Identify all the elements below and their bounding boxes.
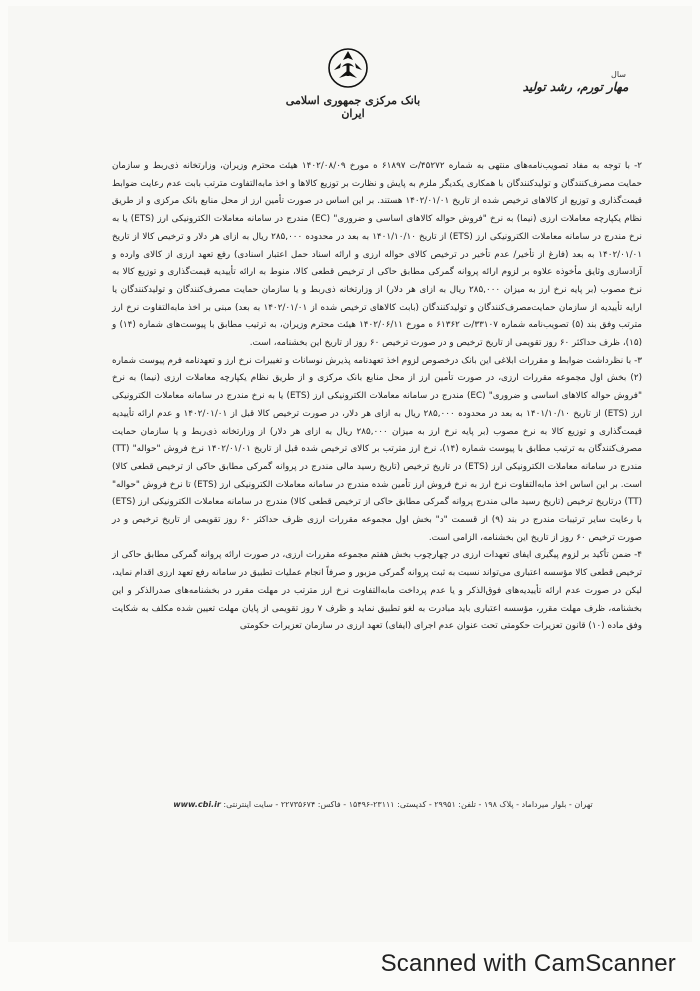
bank-name: بانک مرکزی جمهوری اسلامی ایران xyxy=(285,94,421,120)
document-body xyxy=(112,158,642,636)
footer-address xyxy=(158,800,608,809)
document-sheet xyxy=(8,6,692,942)
paragraph-4: ۴- ضمن تأکید بر لزوم پیگیری ایفای تعهدات ارزی در چهارچوب بخش هفتم مجموعه مقررات ارزی، در صورت ارائه پروانه گمرکی مطابق حاکی از ترخیص قطعی کالا مؤسسه اعتباری می‌تواند نسبت به ثبت پروانه گمرکی مزبور و صرفاً انجام عملیات تطبیق در سامانه رفع تعهد ارزی اقدام نماید، لیکن در صورت عدم ارائه تأییدیه‌های فوق‌الذکر و یا عدم پرداخت مابه‌التفاوت نرخ ارز مترتب در مهلت مقرر در بخشنامه‌های صدرالذکر و این بخشنامه، ظرف مهلت مقرر، مؤسسه اعتباری باید مبادرت به لغو تطبیق نماید و ظرف ۷ روز تقویمی از پایان مهلت تعیین شده مکلف به شکایت وفق ماده (۱۰) قانون تعزیرات حکومتی تحت عنوان عدم اجرای (ایفای) تعهد ارزی در سازمان تعزیرات حکومتی xyxy=(112,550,642,632)
footer-website: www.cbi.ir xyxy=(173,800,221,809)
paragraph-3: ۳- با نظرداشت ضوابط و مقررات ابلاغی این بانک درخصوص لزوم اخذ تعهدنامه پذیرش نوسانات و تغییرات نرخ ارز و تعهدنامه فرم پیوست شماره (۲) بخش اول مجموعه مقررات ارزی، در صورت تأمین ارز از محل منابع بانک مرکزی و از طریق نظام یکپارچه معاملات ارزی (نیما) به نرخ "فروش حواله کالاهای اساسی و ضروری" (EC) مندرج در سامانه معاملات الکترونیکی ارز (ETS) یا به نرخ مندرج در سامانه معاملات الکترونیکی ارز (ETS) از تاریخ ۱۴۰۱/۱۰/۱۰ به بعد در محدوده ۲۸۵,۰۰۰ ریال به ازای هر دلار، در صورت ترخیص کالا قبل از ۱۴۰۲/۰۱/۰۱ و عدم ارائه تأییدیه قیمت‌گذاری و توزیع کالا به نرخ مصوب (بر پایه نرخ ارز به میزان ۲۸۵,۰۰۰ ریال به ازای هر دلار) از وزارتخانه ذی‌ربط و یا سازمان حمایت مصرف‌کنندگان به ترتیب مطابق با پیوست شماره (۱۴)، نرخ ارز مترتب بر کالای ترخیص شده قبل از تاریخ ۱۴۰۲/۰۱/۰۱ نرخ فروش "حواله" (TT) مندرج در سامانه معاملات الکترونیکی ارز (ETS) در تاریخ ترخیص (تاریخ رسید مالی مندرج در پروانه گمرکی مطابق حاکی از ترخیص قطعی کالا) است. بر این اساس اخذ مابه‌التفاوت نرخ ارز به نرخ فروش ارز تأمین شده مندرج در سامانه معاملات الکترونیکی ارز (ETS) تا نرخ فروش "حواله" (TT) درتاریخ ترخیص (تاریخ رسید مالی مندرج پروانه گمرکی مطابق حاکی از ترخیص قطعی کالا) مندرج در سامانه معاملات الکترونیکی ارز (ETS) با رعایت سایر ترتیبات مندرج در بند (۹) از قسمت "د" بخش اول مجموعه مقررات ارزی ظرف حداکثر ۶۰ روز تقویمی از تاریخ ترخیص و در صورت ترخیص ۶۰ روز از تاریخ این بخشنامه، الزامی است. xyxy=(112,355,643,543)
paragraph-2: ۲- با توجه به مفاد تصویب‌نامه‌های منتهی به شماره ۴۵۲۷۲/ت ۶۱۸۹۷ ه مورخ ۱۴۰۲/۰۸/۰۹ هیئت محترم وزیران، وزارتخانه ذی‌ربط و سازمان حمایت مصرف‌کنندگان و تولیدکنندگان با همکاری یکدیگر ملزم به پایش و نظارت بر توزیع کالاها و اخذ مابه‌التفاوت مترتب بابت عدم رعایت ضوابط قیمت‌گذاری و توزیع از کالاهای ترخیص شده از تاریخ ۱۴۰۲/۰۱/۰۱ هستند. بر این اساس در صورت تأمین ارز از محل منابع بانک مرکزی و از طریق نظام یکپارچه معاملات ارزی (نیما) به نرخ "فروش حواله کالاهای اساسی و ضروری" (EC) مندرج در سامانه معاملات الکترونیکی ارز (ETS) یا به نرخ مندرج در سامانه معاملات الکترونیکی ارز (ETS) از تاریخ ۱۴۰۱/۱۰/۱۰ به بعد در محدوده ۲۸۵,۰۰۰ ریال به ازای هر دلار و ترخیص کالا از تاریخ ۱۴۰۲/۰۱/۰۱ به بعد (فارغ از تأخیر/ عدم تأخیر در ترخیص کالای حواله ارزی و ارائه اسناد حمل اعتبار اسنادی) رفع تعهد ارزی از کالای وارده و آزادسازی وثایق مأخوذه علاوه بر لزوم ارائه پروانه گمرکی مطابق حاکی از ترخیص قطعی کالا، منوط به ارائه تأییدیه قیمت‌گذاری و توزیع کالا به نرخ مصوب (بر پایه نرخ ارز به میزان ۲۸۵,۰۰۰ ریال به ازای هر دلار) از وزارتخانه ذی‌ربط و یا سازمان حمایت مصرف‌کنندگان و تولیدکنندگان یا ارایه تأییدیه از سازمان حمایت‌مصرف‌کنندگان و تولیدکنندگان (بابت کالاهای ترخیص شده از ۱۴۰۲/۰۱/۰۱ به بعد) مبنی بر اخذ مابه‌التفاوت نرخ ارز مترتب وفق بند (۵) تصویب‌نامه شماره ۳۳۱۰۷/ت ۶۱۳۶۲ ه مورخ ۱۴۰۲/۰۶/۱۱ هیئت محترم وزیران، به ترتیب مطابق با پیوست‌های شماره (۱۴) و (۱۵)، ظرف حداکثر ۶۰ روز تقویمی از تاریخ ترخیص و در صورت ترخیص ۶۰ روز از تاریخ این بخشنامه، است. xyxy=(112,161,643,349)
bank-emblem-icon xyxy=(326,46,370,90)
camscanner-watermark: Scanned with CamScanner xyxy=(380,950,676,977)
footer-address-text: تهران - بلوار میرداماد - پلاک ۱۹۸ - تلفن: ۲۹۹۵۱ - کدپستی: ۲۳۱۱۱-۱۵۴۹۶ - فاکس: ۲۲۷۳۵۶۷۴ - سایت اینترنتی: xyxy=(223,800,593,809)
motto-year: سال xyxy=(611,70,626,79)
year-motto: مهار تورم، رشد تولید xyxy=(522,80,629,94)
